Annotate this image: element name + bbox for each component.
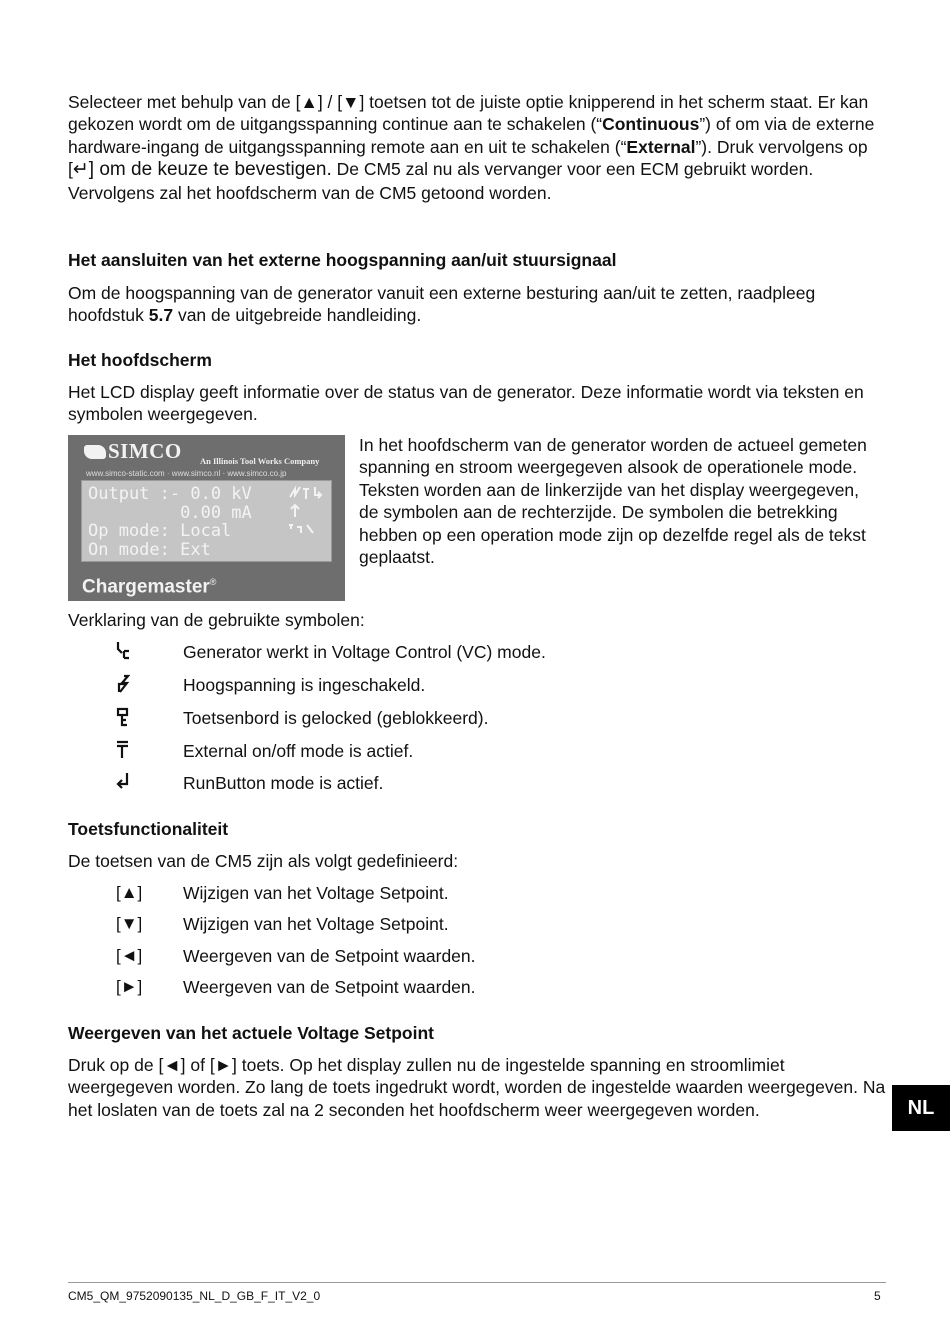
down-key-label: [▼]	[116, 914, 143, 933]
lcd-screen	[81, 480, 332, 562]
lcd-line-op-mode: Op mode: Local	[88, 521, 232, 541]
voltage-control-icon	[116, 641, 146, 661]
symbols-intro: Verklaring van de gebruikte symbolen:	[68, 610, 365, 630]
lcd-line-output-kv: Output :- 0.0 kV	[88, 484, 252, 504]
company-urls: www.simco-static.com · www.simco.nl · www.simco.co.jp	[86, 469, 287, 478]
key-row-left: [◄] Weergeven van de Setpoint waarden.	[116, 946, 476, 966]
section-heading-setpoint: Weergeven van het actuele Voltage Setpoint	[68, 1023, 434, 1043]
lcd-side-description: In het hoofdscherm van de generator worden de actueel gemeten spanning en stroom weergegeven alsook de operationele mode. Teksten worden aan de linkerzijde van het display weergegeven, de symbolen aan de rechterzijde. De symbolen die betrekking hebben op een operation mode zijn op dezelfde regel als de tekst geplaatst.	[359, 435, 867, 568]
footer-doc-id: CM5_QM_9752090135_NL_D_GB_F_IT_V2_0	[68, 1289, 321, 1303]
external-mode-icon	[116, 740, 146, 760]
symbol-row-keyboard-lock: Toetsenbord is gelocked (geblokkeerd).	[68, 707, 868, 731]
symbol-row-run-button: RunButton mode is actief.	[68, 772, 868, 796]
up-key-label: [▲]	[116, 883, 143, 902]
company-tagline: An Illinois Tool Works Company	[200, 456, 320, 466]
key-row-right: [►] Weergeven van de Setpoint waarden.	[116, 977, 476, 997]
run-button-icon	[116, 772, 146, 792]
intro-paragraph: Selecteer met behulp van de [▲] / [▼] toetsen tot de juiste optie knipperend in het scherm staat. Er kan gekozen wordt om de uitgangsspanning continue aan te schakelen (“Continuous”) of om via de externe hardware-ingang de uitgangsspanning remote aan en uit te schakelen (“External”). Druk vervolgens op [↵] om de keuze te bevestigen. De CM5 zal nu als vervanger voor een ECM gebruikt worden. Vervolgens zal het hoofdscherm van de CM5 getoond worden.	[68, 92, 875, 203]
page-number: 5	[874, 1289, 881, 1303]
lcd-status-icons	[287, 485, 327, 545]
external-signal-paragraph: Om de hoogspanning van de generator vanuit een externe besturing aan/uit te zetten, raadpleeg hoofdstuk 5.7 van de uitgebreide handleiding.	[68, 283, 816, 326]
section-heading-external-signal: Het aansluiten van het externe hoogspanning aan/uit stuursignaal	[68, 250, 617, 270]
symbol-row-high-voltage: Hoogspanning is ingeschakeld.	[68, 674, 868, 698]
symbol-row-voltage-control: Generator werkt in Voltage Control (VC) mode.	[68, 641, 868, 665]
right-key-label: [►]	[116, 977, 143, 996]
footer-divider	[68, 1282, 886, 1283]
simco-logo-icon	[84, 445, 106, 459]
key-row-up: [▲] Wijzigen van het Voltage Setpoint.	[116, 883, 449, 903]
section-heading-main-screen: Het hoofdscherm	[68, 350, 212, 370]
chargemaster-brand: Chargemaster®	[82, 576, 217, 598]
enter-key-icon: ↵	[72, 159, 89, 181]
simco-logo: SIMCO	[84, 440, 182, 462]
language-tab: NL	[892, 1085, 950, 1131]
high-voltage-icon	[116, 674, 146, 694]
keys-intro: De toetsen van de CM5 zijn als volgt gedefinieerd:	[68, 851, 459, 871]
key-row-down: [▼] Wijzigen van het Voltage Setpoint.	[116, 914, 449, 934]
left-key-label: [◄]	[116, 946, 143, 965]
section-heading-keys: Toetsfunctionaliteit	[68, 819, 229, 839]
setpoint-paragraph: Druk op de [◄] of [►] toets. Op het display zullen nu de ingestelde spanning en stroomlimiet weergegeven worden. Zo lang de toets ingedrukt wordt, worden de ingestelde waarden weergegeven. Na het loslaten van de toets zal na 2 seconden het hoofdscherm weer weergegeven worden.	[68, 1055, 886, 1120]
keyboard-lock-icon	[116, 707, 146, 727]
lcd-line-output-ma: 0.00 mA	[88, 502, 252, 523]
lcd-line-on-mode: On mode: Ext	[88, 539, 211, 560]
lcd-display-photo	[68, 435, 345, 601]
symbol-row-external-mode: External on/off mode is actief.	[68, 740, 868, 764]
lcd-description-paragraph: Het LCD display geeft informatie over de status van de generator. Deze informatie wordt via teksten en symbolen weergegeven.	[68, 382, 864, 425]
